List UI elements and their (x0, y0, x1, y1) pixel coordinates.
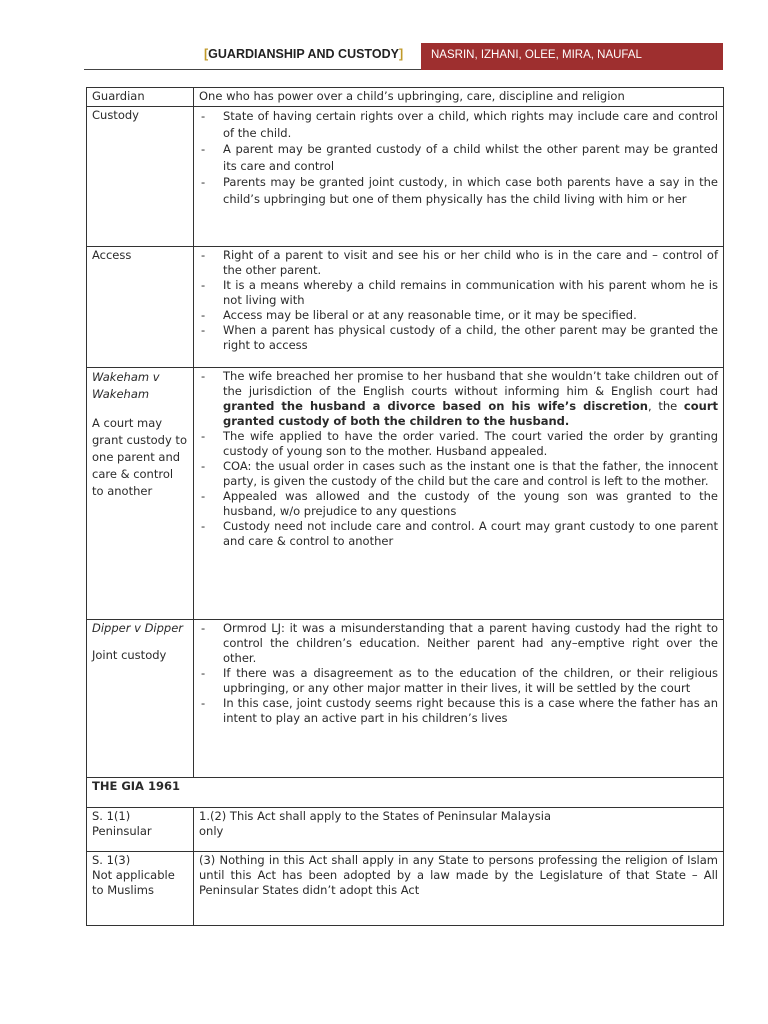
case-name: Dipper v Dipper (92, 621, 184, 635)
list-item: - When a parent has physical custody of a child, the other parent may be granted the right to access (199, 323, 718, 353)
table-row (87, 778, 724, 808)
section-label: Peninsular (92, 824, 152, 838)
list-item: - It is a means whereby a child remains in communication with his parent whom he is not living with (199, 278, 718, 308)
statute-text: (3) Nothing in this Act shall apply in any State to persons professing the religion of Islam until this Act has been adopted by a law made by the Legislature of that State – All Peninsular States didn’t adopt this Act (194, 852, 724, 926)
section-number: S. 1(3) (92, 853, 131, 867)
bracket-close: ] (398, 47, 404, 61)
list-item: - Custody need not include care and control. A court may grant custody to one parent and care & control to another (199, 519, 718, 549)
case-note: Joint custody (92, 648, 167, 662)
table-row (87, 620, 724, 778)
list-item (199, 369, 718, 429)
list-item: - Access may be liberal or at any reasonable time, or it may be specified. (199, 308, 718, 323)
section-cell (87, 808, 194, 852)
case-cell (87, 620, 194, 778)
list-item: - In this case, joint custody seems right because this is a case where the father has an intent to play an active part in his children’s lives (199, 696, 718, 726)
list-item: - State of having certain rights over a child, which rights may include care and control of the child. (199, 108, 718, 141)
point-bold: court granted custody of both the children to the husband. (223, 399, 718, 428)
case-cell (87, 368, 194, 620)
table-row (87, 368, 724, 620)
bracket-open: [ (204, 47, 209, 61)
point-text: , the (647, 399, 684, 413)
table-row (87, 852, 724, 926)
document-title (204, 47, 403, 61)
section-label: Not applicable to Muslims (92, 868, 175, 897)
term-cell: Custody (87, 107, 194, 247)
section-heading: THE GIA 1961 (87, 778, 724, 808)
title-text: GUARDIANSHIP AND CUSTODY (208, 47, 399, 61)
table-row (87, 808, 724, 852)
notes-table (86, 87, 724, 926)
definition-cell (194, 808, 724, 852)
section-cell (87, 852, 194, 926)
point-text: The wife breached her promise to her husband that she wouldn’t take children out of the jurisdiction of the English courts without informing him & English court had (223, 369, 718, 398)
section-number: S. 1(1) (92, 809, 131, 823)
definition-cell (194, 368, 724, 620)
statute-text: only (199, 824, 224, 838)
list-item: - Ormrod LJ: it was a misunderstanding that a parent having custody had the right to control the children’s education. Neither parent had any–emptive right over the other. (199, 621, 718, 666)
definition-cell (194, 247, 724, 368)
authors-text: NASRIN, IZHANI, OLEE, MIRA, NAUFAL (431, 49, 642, 61)
point-bold: granted the husband a divorce based on his wife’s discretion (223, 399, 648, 413)
term-cell: Guardian (87, 88, 194, 107)
case-name: Wakeham v Wakeham (92, 370, 160, 401)
definition-cell (194, 107, 724, 247)
definition-cell: One who has power over a child’s upbringing, care, discipline and religion (194, 88, 724, 107)
definition-cell (194, 620, 724, 778)
term-cell: Access (87, 247, 194, 368)
statute-text: 1.(2) This Act shall apply to the States of Peninsular Malaysia (199, 809, 551, 823)
case-note: A court may grant custody to one parent and care & control to another (92, 416, 187, 498)
list-item: - A parent may be granted custody of a child whilst the other parent may be granted its care and control (199, 141, 718, 174)
list-item: - COA: the usual order in cases such as the instant one is that the father, the innocent party, is given the custody of the child but the care and control is left to the mother. (199, 459, 718, 489)
table-row (87, 247, 724, 368)
list-item: - Right of a parent to visit and see his or her child who is in the care and – control of the other parent. (199, 248, 718, 278)
list-item: - Parents may be granted joint custody, in which case both parents have a say in the child’s upbringing but one of them physically has the child living with him or her (199, 174, 718, 207)
list-item: - The wife applied to have the order varied. The court varied the order by granting custody of young son to the mother. Husband appealed. (199, 429, 718, 459)
list-item: - If there was a disagreement as to the education of the children, or their religious upbringing, or any other major matter in their lives, it will be settled by the court (199, 666, 718, 696)
header-rule (84, 69, 421, 70)
page-header (0, 40, 768, 72)
table-row (87, 88, 724, 107)
table-row (87, 107, 724, 247)
authors-band (421, 43, 723, 70)
list-item: - Appealed was allowed and the custody of the young son was granted to the husband, w/o prejudice to any questions (199, 489, 718, 519)
